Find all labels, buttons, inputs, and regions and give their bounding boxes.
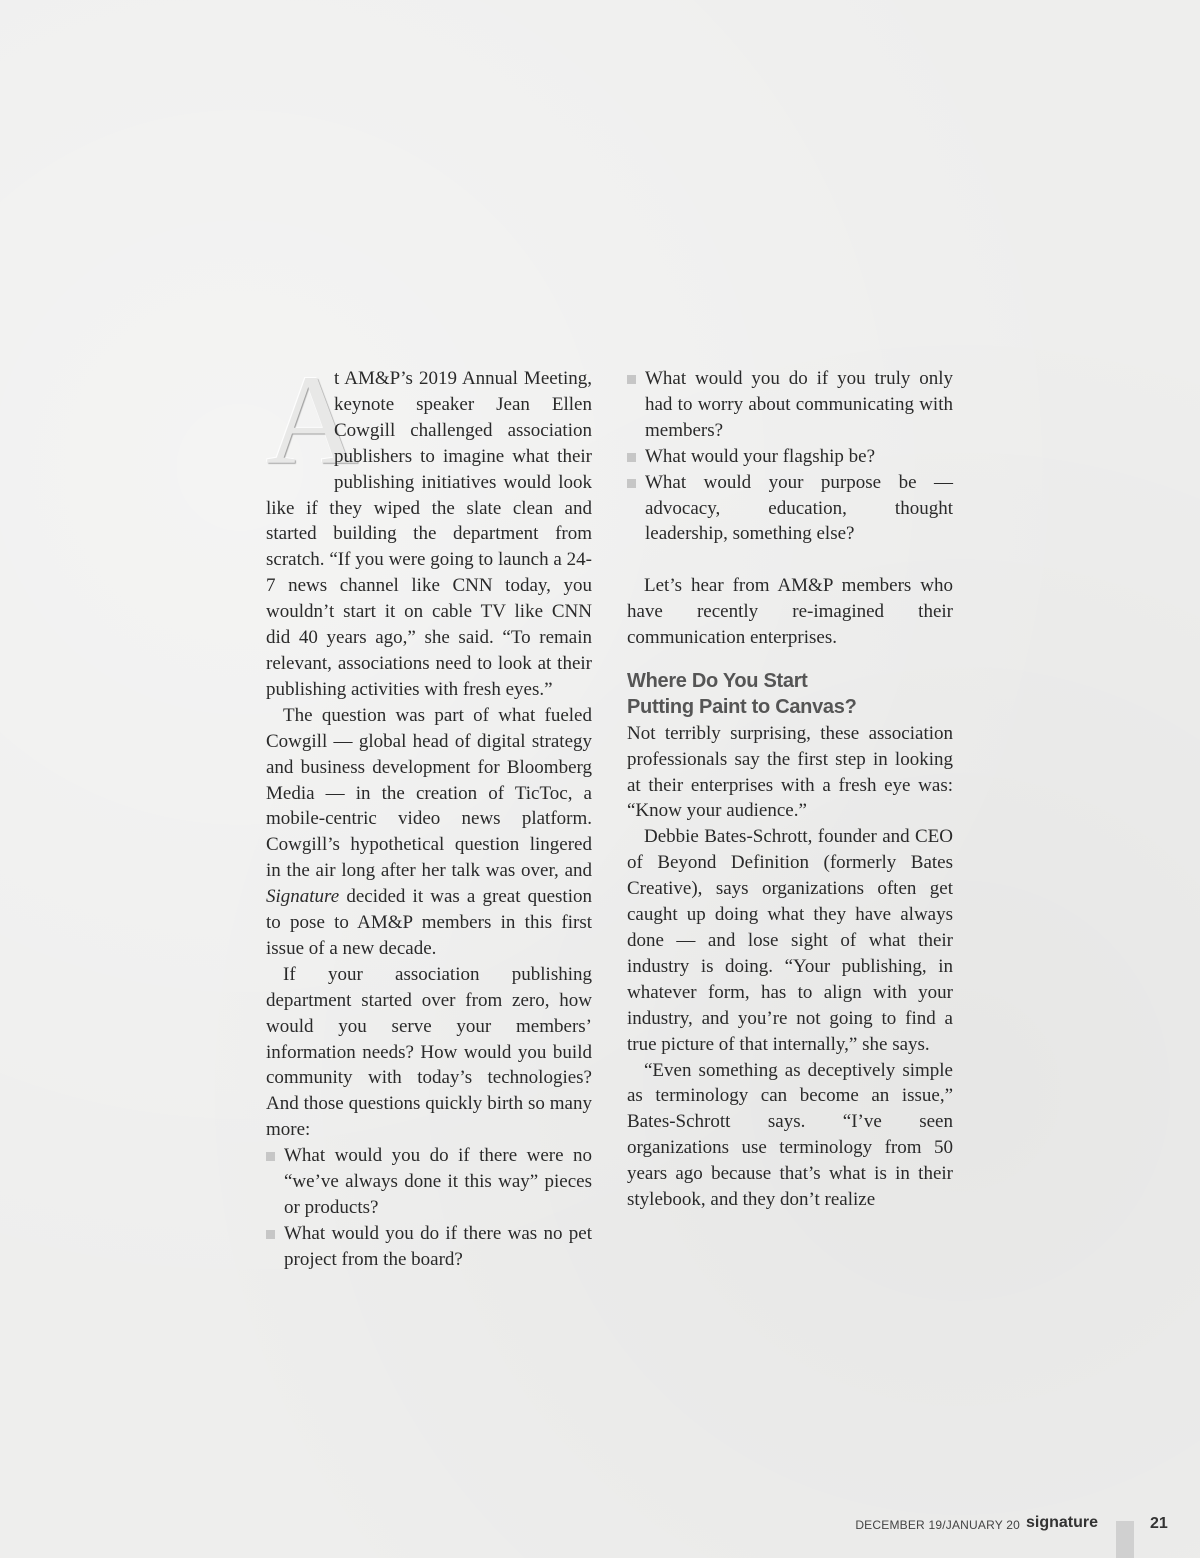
question-list-right xyxy=(627,366,953,547)
article-paragraph: Let’s hear from AM&P members who have recently re-imagined their communication enterprises. xyxy=(627,575,953,649)
square-bullet-icon xyxy=(627,453,636,462)
list-item-text: What would you do if there was no pet project from the board? xyxy=(284,1222,592,1270)
article-column-left xyxy=(266,349,592,1273)
paragraph-text: The question was part of what fueled Cowgill — global head of digital strategy and business development for Bloomberg Media — in the creation of TicToc, a mobile-centric video news platform. Cowgill’s hypothetical question lingered in the air long after her talk was over, and xyxy=(266,704,592,882)
subhead-line: Putting Paint to Canvas? xyxy=(627,695,857,718)
magazine-name-italic: Signature xyxy=(266,886,340,908)
list-item-text: What would you do if you truly only had to worry about communicating with members? xyxy=(645,368,953,441)
paragraph-text: decided it was a great question to pose to AM&P members in this first issue of a new decade. xyxy=(266,886,592,959)
article-paragraph: Debbie Bates-Schrott, founder and CEO of Beyond Definition (formerly Bates Creative), says organizations often get caught up doing what they have always done — and lose sight of what their industry is doing. “Your publishing, in whatever form, has to align with your industry, and you’re not going to find a true picture of that internally,” she says. xyxy=(627,826,953,1055)
list-item xyxy=(266,1221,592,1273)
drop-cap: A xyxy=(266,349,359,491)
subhead-line: Where Do You Start xyxy=(627,669,808,692)
spacer xyxy=(627,547,953,573)
article-paragraph: “Even something as deceptively simple as terminology can become an issue,” Bates-Schrott says. “I’ve seen organizations use terminology from 50 years ago because that’s what is in their stylebook, and they don’t realize xyxy=(627,1059,953,1211)
page-footer xyxy=(0,1514,1200,1558)
list-item-text: What would your flagship be? xyxy=(645,445,876,467)
list-item-text: What would your purpose be — advocacy, education, thought leadership, something else? xyxy=(645,471,953,545)
footer-bar-decoration xyxy=(1116,1521,1134,1558)
issue-date: DECEMBER 19/JANUARY 20 xyxy=(855,1518,1020,1532)
article-paragraph: Not terribly surprising, these association professionals say the first step in looking at their enterprises with a fresh eye was: “Know your audience.” xyxy=(627,722,953,822)
section-subhead xyxy=(627,669,953,721)
list-item xyxy=(627,366,953,444)
question-list-left xyxy=(266,1143,592,1273)
square-bullet-icon xyxy=(627,375,636,384)
intro-text: t AM&P’s 2019 Annual Meeting, keynote speaker Jean Ellen Cowgill challenged association publishers to imagine what their publishing initiatives would look like if they wiped the slate clean and started building the department from scratch. “If you were going to launch a 24-7 news channel like CNN today, you wouldn’t start it on cable TV like CNN did 40 years ago,” she said. “To remain relevant, associations need to look at their publishing activities with fresh eyes.” xyxy=(266,368,592,700)
article-paragraph-intro xyxy=(266,349,592,703)
article-paragraph xyxy=(266,703,592,962)
list-item xyxy=(627,444,953,470)
square-bullet-icon xyxy=(266,1152,275,1161)
square-bullet-icon xyxy=(266,1230,275,1239)
magazine-name: signature xyxy=(1026,1514,1099,1531)
page-number: 21 xyxy=(1150,1515,1168,1532)
list-item xyxy=(266,1143,592,1221)
list-item-text: What would you do if there were no “we’ve always done it this way” pieces or products? xyxy=(284,1145,592,1218)
article-column-right xyxy=(627,366,953,1213)
article-paragraph: If your association publishing department started over from zero, how would you serve your members’ information needs? How would you build community with today’s technologies? And those questions quickly birth so many more: xyxy=(266,963,592,1141)
square-bullet-icon xyxy=(627,479,636,488)
list-item xyxy=(627,470,953,548)
